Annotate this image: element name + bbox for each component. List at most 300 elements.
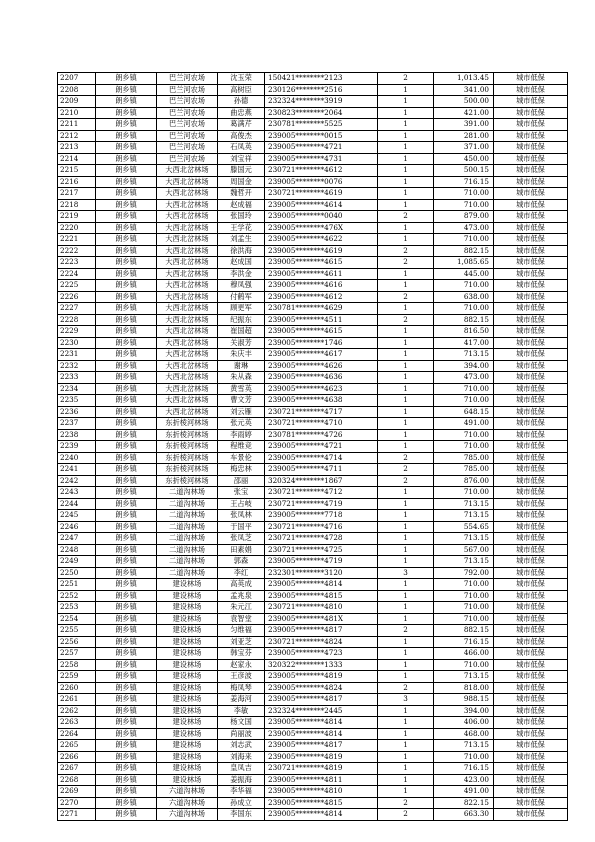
id-number-cell: 320324********1867 xyxy=(265,475,378,487)
assistance-type-cell: 城市低保 xyxy=(494,544,568,556)
amount-cell: 710.00 xyxy=(434,429,494,441)
person-name-cell: 周国金 xyxy=(218,176,265,188)
town-cell: 朗乡镇 xyxy=(96,142,157,154)
amount-cell: 473.00 xyxy=(434,372,494,384)
id-number-cell: 239005********476X xyxy=(265,222,378,234)
table-row xyxy=(58,510,568,522)
person-name-cell: 李华福 xyxy=(218,786,265,798)
farm-unit-cell: 建设林场 xyxy=(157,671,218,683)
amount-cell: 879.00 xyxy=(434,211,494,223)
assistance-type-cell: 城市低保 xyxy=(494,521,568,533)
person-name-cell: 沈玉荣 xyxy=(218,73,265,85)
assistance-type-cell: 城市低保 xyxy=(494,464,568,476)
town-cell: 朗乡镇 xyxy=(96,556,157,568)
farm-unit-cell: 建设林场 xyxy=(157,751,218,763)
person-name-cell: 李红 xyxy=(218,567,265,579)
farm-unit-cell: 大西北岔林场 xyxy=(157,326,218,338)
id-number-cell: 239005********4721 xyxy=(265,142,378,154)
person-name-cell: 王学花 xyxy=(218,222,265,234)
table-row xyxy=(58,452,568,464)
household-size-cell: 3 xyxy=(378,694,434,706)
farm-unit-cell: 六道沟林场 xyxy=(157,809,218,821)
farm-unit-cell: 大西北岔林场 xyxy=(157,360,218,372)
id-number-cell: 239005********4721 xyxy=(265,441,378,453)
table-row xyxy=(58,579,568,591)
assistance-type-cell: 城市低保 xyxy=(494,119,568,131)
household-size-cell: 1 xyxy=(378,234,434,246)
town-cell: 朗乡镇 xyxy=(96,176,157,188)
row-number-cell: 2229 xyxy=(58,326,96,338)
amount-cell: 710.00 xyxy=(434,280,494,292)
town-cell: 朗乡镇 xyxy=(96,165,157,177)
farm-unit-cell: 二道沟林场 xyxy=(157,487,218,499)
person-name-cell: 于国平 xyxy=(218,521,265,533)
household-size-cell: 1 xyxy=(378,751,434,763)
amount-cell: 281.00 xyxy=(434,130,494,142)
person-name-cell: 朱庆丰 xyxy=(218,349,265,361)
assistance-type-cell: 城市低保 xyxy=(494,84,568,96)
row-number-cell: 2259 xyxy=(58,671,96,683)
person-name-cell: 梅忠林 xyxy=(218,464,265,476)
farm-unit-cell: 大西北岔林场 xyxy=(157,314,218,326)
id-number-cell: 230721********4819 xyxy=(265,763,378,775)
person-name-cell: 刘云雁 xyxy=(218,406,265,418)
farm-unit-cell: 建设林场 xyxy=(157,590,218,602)
farm-unit-cell: 巴兰河农场 xyxy=(157,153,218,165)
id-number-cell: 239005********4622 xyxy=(265,234,378,246)
household-size-cell: 1 xyxy=(378,360,434,372)
household-size-cell: 1 xyxy=(378,717,434,729)
id-number-cell: 239005********7718 xyxy=(265,510,378,522)
amount-cell: 710.00 xyxy=(434,441,494,453)
town-cell: 朗乡镇 xyxy=(96,475,157,487)
row-number-cell: 2227 xyxy=(58,303,96,315)
amount-cell: 423.00 xyxy=(434,774,494,786)
row-number-cell: 2241 xyxy=(58,464,96,476)
household-size-cell: 1 xyxy=(378,786,434,798)
person-name-cell: 石凤英 xyxy=(218,142,265,154)
town-cell: 朗乡镇 xyxy=(96,245,157,257)
town-cell: 朗乡镇 xyxy=(96,314,157,326)
row-number-cell: 2256 xyxy=(58,636,96,648)
town-cell: 朗乡镇 xyxy=(96,751,157,763)
table-row xyxy=(58,705,568,717)
assistance-type-cell: 城市低保 xyxy=(494,326,568,338)
town-cell: 朗乡镇 xyxy=(96,590,157,602)
id-number-cell: 239005********4611 xyxy=(265,268,378,280)
farm-unit-cell: 建设林场 xyxy=(157,682,218,694)
row-number-cell: 2215 xyxy=(58,165,96,177)
row-number-cell: 2252 xyxy=(58,590,96,602)
town-cell: 朗乡镇 xyxy=(96,291,157,303)
row-number-cell: 2211 xyxy=(58,119,96,131)
farm-unit-cell: 大西北岔林场 xyxy=(157,349,218,361)
household-size-cell: 1 xyxy=(378,613,434,625)
person-name-cell: 孙成立 xyxy=(218,797,265,809)
row-number-cell: 2226 xyxy=(58,291,96,303)
town-cell: 朗乡镇 xyxy=(96,671,157,683)
town-cell: 朗乡镇 xyxy=(96,395,157,407)
person-name-cell: 孟兆泉 xyxy=(218,590,265,602)
amount-cell: 988.15 xyxy=(434,694,494,706)
id-number-cell: 239005********4619 xyxy=(265,245,378,257)
person-name-cell: 刘亚芝 xyxy=(218,636,265,648)
row-number-cell: 2267 xyxy=(58,763,96,775)
id-number-cell: 150421********2123 xyxy=(265,73,378,85)
row-number-cell: 2240 xyxy=(58,452,96,464)
assistance-type-cell: 城市低保 xyxy=(494,613,568,625)
id-number-cell: 230721********4728 xyxy=(265,533,378,545)
row-number-cell: 2264 xyxy=(58,728,96,740)
farm-unit-cell: 大西北岔林场 xyxy=(157,395,218,407)
town-cell: 朗乡镇 xyxy=(96,774,157,786)
person-name-cell: 袁智堂 xyxy=(218,613,265,625)
town-cell: 朗乡镇 xyxy=(96,498,157,510)
town-cell: 朗乡镇 xyxy=(96,303,157,315)
household-size-cell: 1 xyxy=(378,418,434,430)
amount-cell: 710.00 xyxy=(434,188,494,200)
person-name-cell: 黄雪英 xyxy=(218,383,265,395)
table-row xyxy=(58,487,568,499)
town-cell: 朗乡镇 xyxy=(96,211,157,223)
row-number-cell: 2212 xyxy=(58,130,96,142)
amount-cell: 341.00 xyxy=(434,84,494,96)
assistance-type-cell: 城市低保 xyxy=(494,579,568,591)
table-row xyxy=(58,763,568,775)
household-size-cell: 1 xyxy=(378,199,434,211)
household-size-cell: 2 xyxy=(378,291,434,303)
id-number-cell: 239005********4811 xyxy=(265,774,378,786)
table-row xyxy=(58,337,568,349)
town-cell: 朗乡镇 xyxy=(96,567,157,579)
farm-unit-cell: 建设林场 xyxy=(157,763,218,775)
household-size-cell: 1 xyxy=(378,533,434,545)
person-name-cell: 谢琳 xyxy=(218,360,265,372)
town-cell: 朗乡镇 xyxy=(96,786,157,798)
farm-unit-cell: 东折棱河林场 xyxy=(157,475,218,487)
row-number-cell: 2237 xyxy=(58,418,96,430)
table-row xyxy=(58,303,568,315)
row-number-cell: 2222 xyxy=(58,245,96,257)
amount-cell: 710.00 xyxy=(434,199,494,211)
id-number-cell: 232324********2445 xyxy=(265,705,378,717)
person-name-cell: 魏哲开 xyxy=(218,188,265,200)
farm-unit-cell: 大西北岔林场 xyxy=(157,176,218,188)
assistance-type-cell: 城市低保 xyxy=(494,636,568,648)
person-name-cell: 赵成国 xyxy=(218,257,265,269)
town-cell: 朗乡镇 xyxy=(96,130,157,142)
person-name-cell: 郭森 xyxy=(218,556,265,568)
farm-unit-cell: 二道沟林场 xyxy=(157,521,218,533)
row-number-cell: 2251 xyxy=(58,579,96,591)
person-name-cell: 穆凤强 xyxy=(218,280,265,292)
table-row xyxy=(58,199,568,211)
town-cell: 朗乡镇 xyxy=(96,222,157,234)
amount-cell: 882.15 xyxy=(434,314,494,326)
assistance-type-cell: 城市低保 xyxy=(494,211,568,223)
town-cell: 朗乡镇 xyxy=(96,188,157,200)
household-size-cell: 2 xyxy=(378,245,434,257)
town-cell: 朗乡镇 xyxy=(96,533,157,545)
id-number-cell: 239005********4810 xyxy=(265,786,378,798)
table-row xyxy=(58,257,568,269)
town-cell: 朗乡镇 xyxy=(96,740,157,752)
person-name-cell: 赵成福 xyxy=(218,199,265,211)
household-size-cell: 1 xyxy=(378,498,434,510)
person-name-cell: 崔国超 xyxy=(218,326,265,338)
farm-unit-cell: 六道沟林场 xyxy=(157,786,218,798)
id-number-cell: 239005********0076 xyxy=(265,176,378,188)
id-number-cell: 239005********481X xyxy=(265,613,378,625)
row-number-cell: 2249 xyxy=(58,556,96,568)
document-page xyxy=(57,72,545,821)
town-cell: 朗乡镇 xyxy=(96,199,157,211)
farm-unit-cell: 大西北岔林场 xyxy=(157,303,218,315)
household-size-cell: 1 xyxy=(378,153,434,165)
id-number-cell: 239005********4814 xyxy=(265,728,378,740)
town-cell: 朗乡镇 xyxy=(96,809,157,821)
id-number-cell: 239005********4817 xyxy=(265,625,378,637)
id-number-cell: 239005********4714 xyxy=(265,452,378,464)
household-size-cell: 1 xyxy=(378,487,434,499)
row-number-cell: 2269 xyxy=(58,786,96,798)
row-number-cell: 2230 xyxy=(58,337,96,349)
household-size-cell: 1 xyxy=(378,337,434,349)
amount-cell: 1,085.65 xyxy=(434,257,494,269)
id-number-cell: 230721********4824 xyxy=(265,636,378,648)
assistance-type-cell: 城市低保 xyxy=(494,429,568,441)
amount-cell: 713.15 xyxy=(434,498,494,510)
row-number-cell: 2242 xyxy=(58,475,96,487)
amount-cell: 713.15 xyxy=(434,533,494,545)
table-row xyxy=(58,349,568,361)
id-number-cell: 230721********4716 xyxy=(265,521,378,533)
table-row xyxy=(58,165,568,177)
town-cell: 朗乡镇 xyxy=(96,613,157,625)
assistance-type-cell: 城市低保 xyxy=(494,763,568,775)
row-number-cell: 2221 xyxy=(58,234,96,246)
row-number-cell: 2234 xyxy=(58,383,96,395)
household-size-cell: 1 xyxy=(378,579,434,591)
id-number-cell: 230721********4719 xyxy=(265,498,378,510)
row-number-cell: 2244 xyxy=(58,498,96,510)
row-number-cell: 2213 xyxy=(58,142,96,154)
amount-cell: 816.50 xyxy=(434,326,494,338)
person-name-cell: 李洪金 xyxy=(218,268,265,280)
assistance-type-cell: 城市低保 xyxy=(494,740,568,752)
farm-unit-cell: 大西北岔林场 xyxy=(157,257,218,269)
farm-unit-cell: 建设林场 xyxy=(157,613,218,625)
town-cell: 朗乡镇 xyxy=(96,119,157,131)
table-row xyxy=(58,751,568,763)
household-size-cell: 1 xyxy=(378,406,434,418)
person-name-cell: 王彦波 xyxy=(218,671,265,683)
id-number-cell: 239005********4817 xyxy=(265,740,378,752)
assistance-type-cell: 城市低保 xyxy=(494,188,568,200)
farm-unit-cell: 建设林场 xyxy=(157,636,218,648)
row-number-cell: 2228 xyxy=(58,314,96,326)
row-number-cell: 2209 xyxy=(58,96,96,108)
farm-unit-cell: 巴兰河农场 xyxy=(157,73,218,85)
table-row xyxy=(58,429,568,441)
table-row xyxy=(58,728,568,740)
amount-cell: 713.15 xyxy=(434,740,494,752)
assistance-type-cell: 城市低保 xyxy=(494,303,568,315)
town-cell: 朗乡镇 xyxy=(96,360,157,372)
table-row xyxy=(58,786,568,798)
table-row xyxy=(58,521,568,533)
assistance-table xyxy=(57,72,568,821)
assistance-type-cell: 城市低保 xyxy=(494,717,568,729)
person-name-cell: 张凤芝 xyxy=(218,533,265,545)
person-name-cell: 匀维福 xyxy=(218,625,265,637)
id-number-cell: 239005********4814 xyxy=(265,717,378,729)
household-size-cell: 1 xyxy=(378,590,434,602)
town-cell: 朗乡镇 xyxy=(96,372,157,384)
table-body xyxy=(58,73,568,821)
town-cell: 朗乡镇 xyxy=(96,418,157,430)
id-number-cell: 239005********4617 xyxy=(265,349,378,361)
town-cell: 朗乡镇 xyxy=(96,705,157,717)
town-cell: 朗乡镇 xyxy=(96,280,157,292)
town-cell: 朗乡镇 xyxy=(96,763,157,775)
person-name-cell: 韩宝芬 xyxy=(218,648,265,660)
farm-unit-cell: 二道沟林场 xyxy=(157,556,218,568)
person-name-cell: 李敏 xyxy=(218,705,265,717)
farm-unit-cell: 建设林场 xyxy=(157,774,218,786)
assistance-type-cell: 城市低保 xyxy=(494,245,568,257)
assistance-type-cell: 城市低保 xyxy=(494,418,568,430)
farm-unit-cell: 东折棱河林场 xyxy=(157,418,218,430)
row-number-cell: 2210 xyxy=(58,107,96,119)
farm-unit-cell: 建设林场 xyxy=(157,705,218,717)
table-row xyxy=(58,671,568,683)
id-number-cell: 239005********4711 xyxy=(265,464,378,476)
id-number-cell: 230126********2516 xyxy=(265,84,378,96)
amount-cell: 371.00 xyxy=(434,142,494,154)
id-number-cell: 239005********4636 xyxy=(265,372,378,384)
assistance-type-cell: 城市低保 xyxy=(494,487,568,499)
person-name-cell: 顾更军 xyxy=(218,303,265,315)
row-number-cell: 2254 xyxy=(58,613,96,625)
assistance-type-cell: 城市低保 xyxy=(494,751,568,763)
farm-unit-cell: 建设林场 xyxy=(157,659,218,671)
person-name-cell: 孙德 xyxy=(218,96,265,108)
amount-cell: 713.15 xyxy=(434,671,494,683)
id-number-cell: 320322********1333 xyxy=(265,659,378,671)
amount-cell: 710.00 xyxy=(434,487,494,499)
amount-cell: 710.00 xyxy=(434,751,494,763)
amount-cell: 785.00 xyxy=(434,464,494,476)
table-row xyxy=(58,153,568,165)
row-number-cell: 2235 xyxy=(58,395,96,407)
table-row xyxy=(58,659,568,671)
row-number-cell: 2262 xyxy=(58,705,96,717)
household-size-cell: 1 xyxy=(378,705,434,717)
id-number-cell: 230781********4726 xyxy=(265,429,378,441)
town-cell: 朗乡镇 xyxy=(96,579,157,591)
household-size-cell: 1 xyxy=(378,636,434,648)
table-row xyxy=(58,130,568,142)
amount-cell: 466.00 xyxy=(434,648,494,660)
town-cell: 朗乡镇 xyxy=(96,84,157,96)
farm-unit-cell: 巴兰河农场 xyxy=(157,107,218,119)
amount-cell: 394.00 xyxy=(434,360,494,372)
amount-cell: 876.00 xyxy=(434,475,494,487)
town-cell: 朗乡镇 xyxy=(96,544,157,556)
household-size-cell: 2 xyxy=(378,211,434,223)
row-number-cell: 2218 xyxy=(58,199,96,211)
farm-unit-cell: 东折棱河林场 xyxy=(157,464,218,476)
farm-unit-cell: 大西北岔林场 xyxy=(157,268,218,280)
assistance-type-cell: 城市低保 xyxy=(494,602,568,614)
amount-cell: 710.00 xyxy=(434,395,494,407)
assistance-type-cell: 城市低保 xyxy=(494,199,568,211)
household-size-cell: 1 xyxy=(378,84,434,96)
assistance-type-cell: 城市低保 xyxy=(494,337,568,349)
row-number-cell: 2260 xyxy=(58,682,96,694)
id-number-cell: 232324********3919 xyxy=(265,96,378,108)
table-row xyxy=(58,441,568,453)
id-number-cell: 239005********4615 xyxy=(265,257,378,269)
table-row xyxy=(58,717,568,729)
town-cell: 朗乡镇 xyxy=(96,107,157,119)
amount-cell: 710.00 xyxy=(434,383,494,395)
assistance-type-cell: 城市低保 xyxy=(494,349,568,361)
household-size-cell: 2 xyxy=(378,73,434,85)
id-number-cell: 230721********4810 xyxy=(265,602,378,614)
household-size-cell: 2 xyxy=(378,475,434,487)
table-row xyxy=(58,533,568,545)
table-row xyxy=(58,326,568,338)
row-number-cell: 2255 xyxy=(58,625,96,637)
id-number-cell: 239005********4614 xyxy=(265,199,378,211)
amount-cell: 500.00 xyxy=(434,96,494,108)
farm-unit-cell: 建设林场 xyxy=(157,648,218,660)
assistance-type-cell: 城市低保 xyxy=(494,625,568,637)
household-size-cell: 2 xyxy=(378,257,434,269)
id-number-cell: 230823********2064 xyxy=(265,107,378,119)
town-cell: 朗乡镇 xyxy=(96,337,157,349)
table-row xyxy=(58,73,568,85)
town-cell: 朗乡镇 xyxy=(96,96,157,108)
id-number-cell: 230721********4612 xyxy=(265,165,378,177)
row-number-cell: 2239 xyxy=(58,441,96,453)
assistance-type-cell: 城市低保 xyxy=(494,257,568,269)
row-number-cell: 2223 xyxy=(58,257,96,269)
table-row xyxy=(58,406,568,418)
table-row xyxy=(58,119,568,131)
table-row xyxy=(58,360,568,372)
table-row xyxy=(58,498,568,510)
row-number-cell: 2225 xyxy=(58,280,96,292)
town-cell: 朗乡镇 xyxy=(96,73,157,85)
person-name-cell: 梅凤琴 xyxy=(218,682,265,694)
id-number-cell: 239005********4511 xyxy=(265,314,378,326)
row-number-cell: 2263 xyxy=(58,717,96,729)
farm-unit-cell: 大西北岔林场 xyxy=(157,280,218,292)
table-row xyxy=(58,544,568,556)
assistance-type-cell: 城市低保 xyxy=(494,498,568,510)
town-cell: 朗乡镇 xyxy=(96,153,157,165)
person-name-cell: 程维竞 xyxy=(218,441,265,453)
person-name-cell: 高俊杰 xyxy=(218,130,265,142)
amount-cell: 406.00 xyxy=(434,717,494,729)
person-name-cell: 滕国元 xyxy=(218,165,265,177)
farm-unit-cell: 二道沟林场 xyxy=(157,544,218,556)
table-row xyxy=(58,188,568,200)
table-row xyxy=(58,291,568,303)
